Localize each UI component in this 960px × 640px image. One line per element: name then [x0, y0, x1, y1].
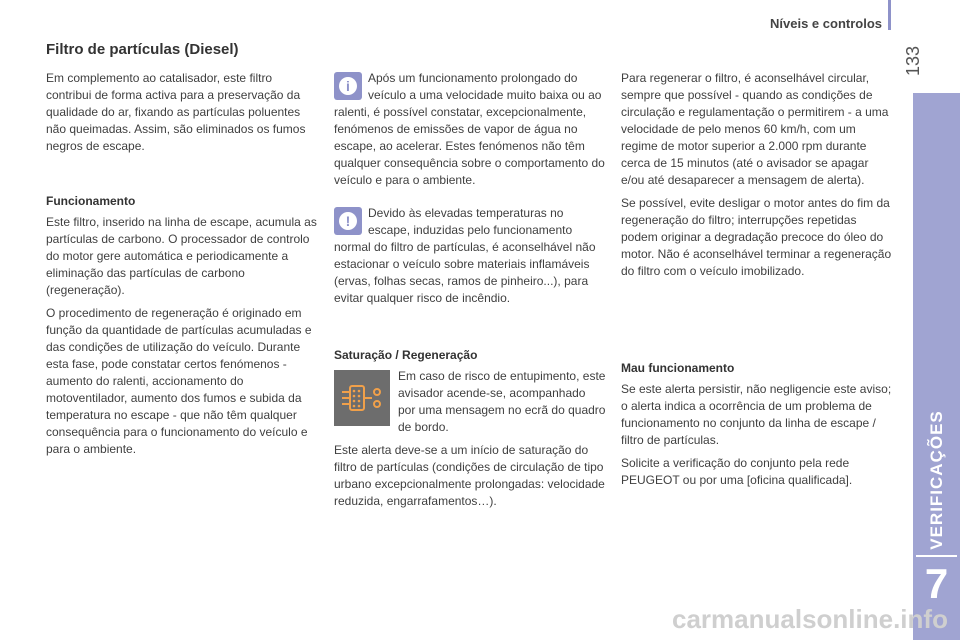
column-2 — [334, 70, 606, 516]
particle-filter-lamp-icon — [340, 382, 384, 414]
particle-filter-warning-lamp-icon — [334, 370, 390, 426]
mau-funcionamento-paragraph-1: Se este alerta persistir, não negligencie este aviso; o alerta indica a ocorrência de um problema de funcionamento no conjunto da linha de escape / filtro de partículas. — [621, 382, 892, 447]
regeneration-paragraph-1: Para regenerar o filtro, é aconselhável circular, sempre que possível - quando as condições de circulação e regulamentação o permitirem - a uma velocidade de pelo menos 60 km/h, com um regime de motor superior a 2.000 rpm durante cerca de 15 minutos (até o avisador se apagar e/ou até desaparecer a mensagem de alerta). — [621, 71, 889, 187]
chapter-label-text: VERIFICAÇÕES — [926, 410, 946, 550]
column-3 — [621, 70, 893, 495]
page-number: 133 — [903, 45, 923, 76]
column-1 — [46, 70, 318, 464]
warning-note-text: Devido às elevadas temperaturas no escape, induzidas pelo funcionamento normal do filtro de partículas, é aconselhável não estacionar o veículo sobre materiais inflamáveis (ervas, folhas secas, ramos de pinheiro...), para evitar qualquer risco de incêndio. — [334, 206, 596, 305]
saturation-block — [334, 368, 606, 436]
chapter-label — [913, 390, 960, 570]
info-icon: i — [334, 72, 362, 100]
saturacao-paragraph-2: Este alerta deve-se a um início de saturação do filtro de partículas (condições de circulação de tipo urbano excepcionalmente prolongadas: velocidade reduzida, engarrafamentos…). — [334, 443, 605, 508]
saturacao-paragraph-1: Em caso de risco de entupimento, este avisador acende-se, acompanhado por uma mensagem no ecrã do quadro de bordo. — [398, 369, 606, 434]
header-rule — [888, 0, 891, 30]
section-title: Filtro de partículas (Diesel) — [46, 41, 239, 58]
funcionamento-paragraph-2: O procedimento de regeneração é originado em função da quantidade de partículas acumuladas e das condições de utilização do veículo. Durante esta fase, pode constatar certos fenómenos - aumento do ralenti, accionamento do motoventilador, aumento dos fumos e subida da temperatura no escape - que não têm qualquer consequência para o funcionamento do veículo e para o ambiente. — [46, 306, 312, 456]
chapter-tab-rule — [916, 555, 957, 557]
intro-paragraph: Em complemento ao catalisador, este filtro contribui de forma activa para a preservação da qualidade do ar, fixando as partículas poluentes não queimadas. Assim, são eliminados os fumos negros de escape. — [46, 71, 306, 153]
heading-funcionamento: Funcionamento — [46, 194, 136, 208]
info-note — [334, 70, 606, 189]
mau-funcionamento-paragraph-2: Solicite a verificação do conjunto pela rede PEUGEOT ou por uma [oficina qualificada]. — [621, 456, 853, 487]
info-note-text: Após um funcionamento prolongado do veículo a uma velocidade muito baixa ou ao ralenti, é possível constatar, excepcionalmente, fenómenos de emissões de vapor de água no escape, ao acelerar. Estes fenómenos não têm qualquer consequência sobre o comportamento do veículo e para o ambiente. — [334, 71, 605, 187]
funcionamento-paragraph-1: Este filtro, inserido na linha de escape, acumula as partículas de carbono. O processador de controlo do motor gere automática e periodicamente a eliminação das partículas de carbono (regeneração). — [46, 215, 317, 297]
heading-mau-funcionamento: Mau funcionamento — [621, 361, 735, 375]
watermark: carmanualsonline.info — [672, 604, 948, 634]
warning-icon: ! — [334, 207, 362, 235]
running-header: Níveis e controlos — [770, 16, 882, 31]
chapter-number: 7 — [924, 560, 949, 607]
regeneration-paragraph-2: Se possível, evite desligar o motor antes do fim da regeneração do filtro; interrupções repetidas podem originar a degradação precoce do óleo do motor. Não é aconselhável terminar a regeneração do filtro com o veículo imobilizado. — [621, 196, 892, 278]
warning-note — [334, 205, 606, 307]
heading-saturacao: Saturação / Regeneração — [334, 348, 478, 362]
